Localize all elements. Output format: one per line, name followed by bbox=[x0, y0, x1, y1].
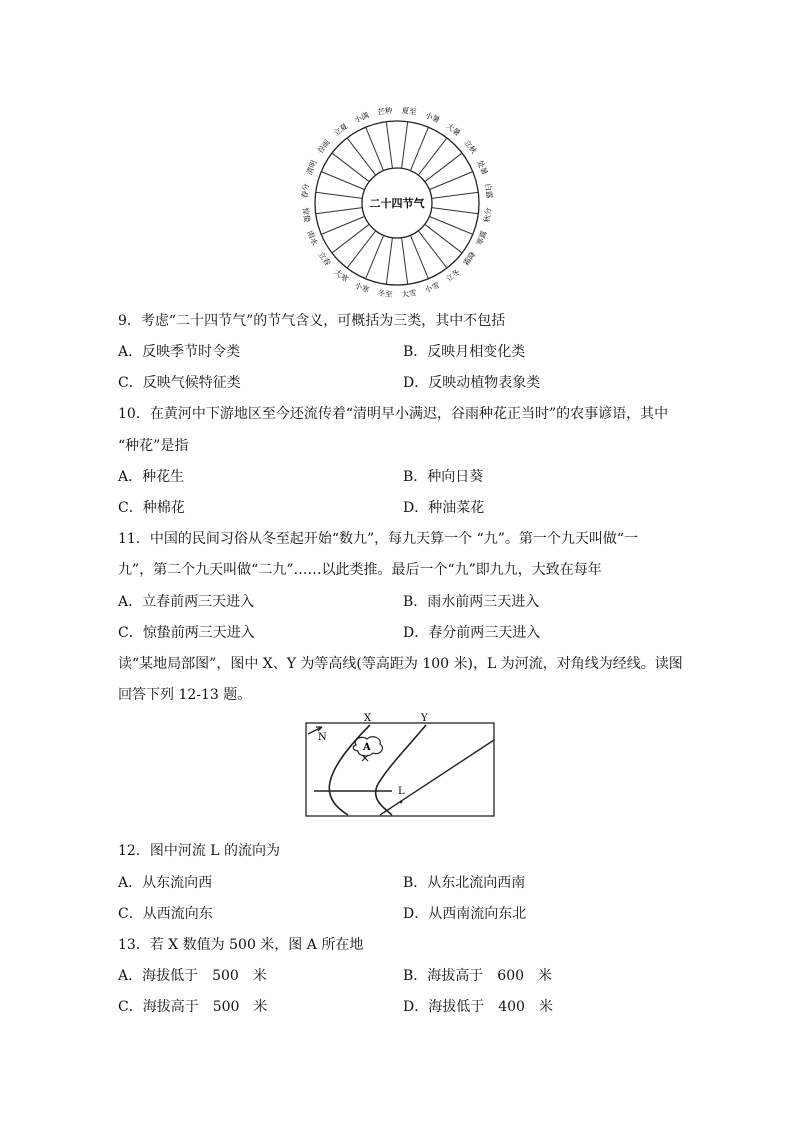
solar-term-label: 霜降 bbox=[461, 250, 478, 268]
map-label-n: N bbox=[318, 732, 327, 743]
wheel-spoke bbox=[316, 192, 363, 198]
solar-term-label: 雨水 bbox=[305, 229, 320, 247]
solar-term-label: 立冬 bbox=[444, 267, 462, 284]
solar-term-label: 处暑 bbox=[475, 158, 490, 177]
wheel-spoke bbox=[425, 153, 462, 182]
wheel-spoke bbox=[402, 122, 408, 169]
q13-option-a[interactable]: A．海拔低于 500 米 bbox=[118, 968, 267, 984]
map-label-a: A bbox=[363, 742, 371, 753]
solar-term-label: 立夏 bbox=[331, 121, 350, 138]
q12-stem: 12．图中河流 L 的流向为 bbox=[118, 843, 281, 859]
wheel-spoke bbox=[425, 224, 462, 253]
solar-term-label: 大寒 bbox=[332, 267, 350, 284]
solar-term-label: 清明 bbox=[304, 158, 319, 177]
wheel-spoke bbox=[321, 216, 364, 234]
solar-term-label: 小雪 bbox=[423, 280, 441, 295]
q10-option-c[interactable]: C．种棉花 bbox=[118, 500, 185, 516]
q9-stem: 9．考虑“二十四节气”的节气含义，可概括为三类，其中不包括 bbox=[118, 313, 506, 329]
solar-term-label: 大暑 bbox=[444, 121, 463, 138]
q9-option-a[interactable]: A．反映季节时令类 bbox=[118, 344, 241, 360]
intro-line2: 回答下列 12-13 题。 bbox=[118, 687, 252, 703]
q11-stem-line2: 九”，第二个九天叫做“二九”……以此类推。最后一个“九”即九九，大致在每年 bbox=[118, 562, 602, 578]
wheel-spoke bbox=[432, 192, 479, 198]
q13-stem: 13．若 X 数值为 500 米，图 A 所在地 bbox=[118, 937, 364, 953]
q11-option-c[interactable]: C．惊蛰前两三天进入 bbox=[118, 625, 255, 641]
local-contour-map bbox=[300, 712, 500, 820]
q12-option-a[interactable]: A．从东流向西 bbox=[118, 875, 213, 891]
solar-term-label: 小满 bbox=[352, 110, 371, 125]
q10-stem-line2: “种花”是指 bbox=[118, 438, 189, 454]
solar-term-label: 小暑 bbox=[423, 110, 442, 125]
wheel-spoke bbox=[410, 127, 428, 170]
solar-term-label: 秋分 bbox=[482, 206, 494, 223]
wheel-spoke bbox=[347, 138, 376, 175]
solar-term-label: 立春 bbox=[316, 250, 333, 268]
wheel-spoke bbox=[332, 153, 369, 182]
q13-option-b[interactable]: B．海拔高于 600 米 bbox=[403, 968, 553, 984]
solar-term-label: 惊蛰 bbox=[300, 206, 312, 223]
solar-term-label: 白露 bbox=[483, 182, 495, 199]
q10-option-b[interactable]: B．种向日葵 bbox=[403, 469, 484, 485]
map-label-y: Y bbox=[421, 713, 428, 724]
solar-terms-wheel bbox=[296, 104, 498, 302]
wheel-center-label: 二十四节气 bbox=[369, 197, 425, 210]
wheel-spoke bbox=[332, 224, 369, 253]
solar-term-label: 芒种 bbox=[376, 105, 393, 117]
wheel-spoke bbox=[402, 238, 408, 285]
wheel-spoke bbox=[432, 208, 479, 214]
wheel-spoke bbox=[386, 122, 392, 169]
wheel-spoke bbox=[418, 231, 447, 268]
solar-term-label: 春分 bbox=[299, 182, 311, 199]
q11-stem-line1: 11．中国的民间习俗从冬至起开始“数九”，每九天算一个 “九”。第一个九天叫做“一 bbox=[118, 531, 639, 547]
q11-option-a[interactable]: A．立春前两三天进入 bbox=[118, 594, 255, 610]
wheel-spoke bbox=[316, 208, 363, 214]
map-label-x: X bbox=[364, 713, 372, 724]
map-label-l: L bbox=[398, 786, 405, 797]
q9-option-b[interactable]: B．反映月相变化类 bbox=[403, 344, 526, 360]
solar-term-label: 大雪 bbox=[400, 288, 417, 300]
q9-option-d[interactable]: D．反映动植物表象类 bbox=[403, 375, 541, 391]
wheel-spoke bbox=[429, 216, 472, 234]
wheel-spoke bbox=[366, 127, 384, 170]
q9-option-c[interactable]: C．反映气候特征类 bbox=[118, 375, 241, 391]
wheel-spoke bbox=[410, 235, 428, 278]
q10-stem-line1: 10．在黄河中下游地区至今还流传着“清明早小满迟，谷雨种花正当时”的农事谚语，其中 bbox=[118, 406, 669, 422]
q12-option-b[interactable]: B．从东北流向西南 bbox=[403, 875, 526, 891]
intro-line1: 读“某地局部图”，图中 X、Y 为等高线(等高距为 100 米)，L 为河流，对角线为经线。读图 bbox=[118, 656, 683, 672]
wheel-spoke bbox=[418, 138, 447, 175]
wheel-spoke bbox=[386, 238, 392, 285]
solar-term-label: 寒露 bbox=[474, 229, 489, 247]
wheel-spoke bbox=[347, 231, 376, 268]
solar-term-label: 谷雨 bbox=[315, 137, 332, 156]
q11-option-b[interactable]: B．雨水前两三天进入 bbox=[403, 594, 540, 610]
q12-option-c[interactable]: C．从西流向东 bbox=[118, 906, 213, 922]
solar-term-label: 冬至 bbox=[377, 288, 394, 300]
q13-option-d[interactable]: D．海拔低于 400 米 bbox=[403, 999, 553, 1015]
solar-term-label: 夏至 bbox=[401, 105, 418, 117]
q12-option-d[interactable]: D．从西南流向东北 bbox=[403, 906, 527, 922]
q13-option-c[interactable]: C．海拔高于 500 米 bbox=[118, 999, 268, 1015]
wheel-spoke bbox=[366, 235, 384, 278]
wheel-spoke bbox=[429, 172, 472, 190]
q10-option-a[interactable]: A．种花生 bbox=[118, 469, 185, 485]
q10-option-d[interactable]: D．种油菜花 bbox=[403, 500, 485, 516]
q11-option-d[interactable]: D．春分前两三天进入 bbox=[403, 625, 541, 641]
solar-term-label: 立秋 bbox=[462, 137, 479, 156]
wheel-spoke bbox=[321, 172, 364, 190]
solar-term-label: 小寒 bbox=[353, 280, 371, 295]
